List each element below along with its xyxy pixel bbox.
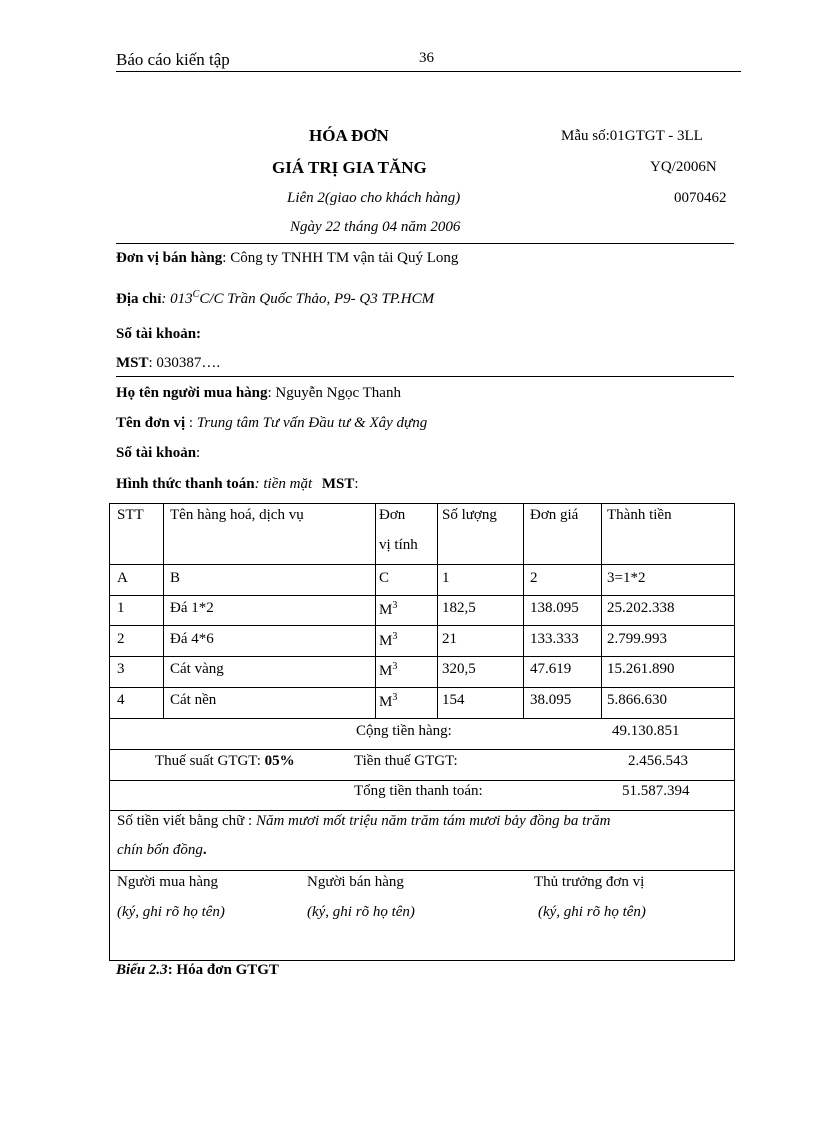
buyer-unit-sep: : <box>185 415 197 431</box>
seller-tax-label: MST <box>116 355 149 371</box>
seller-address-rest: C/C Trần Quốc Thảo, P9- Q3 TP.HCM <box>199 291 435 307</box>
buyer-account-line <box>116 445 200 462</box>
seller-address-prefix: : 013 <box>161 291 193 307</box>
caption-text: : Hóa đơn GTGT <box>167 962 279 978</box>
th-amount: Thành tiền <box>607 507 672 523</box>
cell-stt: 1 <box>117 600 125 616</box>
buyer-account-label: Số tài khoản <box>116 445 197 461</box>
row-divider <box>110 780 734 781</box>
seller-address-sup: C <box>192 289 200 300</box>
invoice-subtitle: GIÁ TRỊ GIA TĂNG <box>272 158 427 177</box>
th-price: Đơn giá <box>530 507 579 523</box>
title-rule <box>116 243 734 244</box>
sig-buyer: Người mua hàng <box>117 874 219 890</box>
idx-a: A <box>117 570 128 586</box>
row-divider <box>110 687 734 688</box>
cell-stt: 3 <box>117 661 125 677</box>
row-divider <box>110 810 734 811</box>
th-unit-2: vị tính <box>379 537 418 553</box>
cell-stt: 2 <box>117 631 125 647</box>
buyer-name-value: : Nguyễn Ngọc Thanh <box>267 385 401 401</box>
sig-seller-note: (ký, ghi rõ họ tên) <box>307 904 415 920</box>
seller-name-line <box>116 250 458 267</box>
sig-head-note: (ký, ghi rõ họ tên) <box>538 904 646 920</box>
invoice-number: 0070462 <box>674 190 727 206</box>
seller-address-label: Địa chỉ <box>116 291 162 307</box>
idx-3: 3=1*2 <box>607 570 646 586</box>
cell-qty: 182,5 <box>442 600 476 616</box>
buyer-payment-line <box>116 476 359 493</box>
row-divider <box>110 564 734 565</box>
cell-amount: 5.866.630 <box>607 692 667 708</box>
row-divider <box>110 595 734 596</box>
invoice-title: HÓA ĐƠN <box>309 126 389 145</box>
sig-head: Thủ trưởng đơn vị <box>534 874 645 890</box>
row-divider <box>110 656 734 657</box>
buyer-account-value: : <box>196 445 201 461</box>
caption-label: Biểu 2.3 <box>116 962 168 978</box>
total-label: Tổng tiền thanh toán: <box>354 783 483 799</box>
seller-name-label: Đơn vị bán hàng <box>116 250 223 266</box>
page-number: 36 <box>419 50 434 66</box>
header-rule <box>116 71 741 72</box>
seller-account-label: Số tài khoản: <box>116 326 202 342</box>
vat-rate: Thuế suất GTGT: 05% <box>155 753 295 769</box>
vat-label: Tiền thuế GTGT: <box>354 753 458 769</box>
sig-buyer-note: (ký, ghi rõ họ tên) <box>117 904 225 920</box>
th-stt: STT <box>117 507 144 523</box>
cell-qty: 21 <box>442 631 457 647</box>
invoice-series: YQ/2006N <box>650 159 717 175</box>
cell-name: Đá 1*2 <box>170 600 214 616</box>
form-number: Mẫu số:01GTGT - 3LL <box>561 128 703 144</box>
sig-seller: Người bán hàng <box>307 874 404 890</box>
buyer-payment-sep: : <box>254 476 264 492</box>
row-divider <box>110 718 734 719</box>
cell-unit: $M^3$ <box>379 631 398 649</box>
seller-address-line <box>116 289 434 308</box>
copy-note: Liên 2(giao cho khách hàng) <box>287 190 461 206</box>
cell-amount: 2.799.993 <box>607 631 667 647</box>
idx-1: 1 <box>442 570 450 586</box>
row-divider <box>110 870 734 871</box>
buyer-mst-label: MST <box>321 476 355 492</box>
idx-c: C <box>379 570 390 586</box>
idx-2: 2 <box>530 570 538 586</box>
cell-price: 133.333 <box>530 631 579 647</box>
cell-name: Cát vàng <box>170 661 224 677</box>
th-qty: Số lượng <box>442 507 497 523</box>
figure-caption <box>116 962 279 979</box>
cell-price: 47.619 <box>530 661 572 677</box>
vat-value: 2.456.543 <box>628 753 688 769</box>
subtotal-value: 49.130.851 <box>612 723 680 739</box>
buyer-mst-value: : <box>354 476 359 492</box>
cell-amount: 25.202.338 <box>607 600 675 616</box>
row-divider <box>110 625 734 626</box>
buyer-payment-label: Hình thức thanh toán <box>116 476 255 492</box>
cell-unit: $M^3$ <box>379 661 398 679</box>
seller-rule <box>116 376 734 377</box>
amount-in-words: Số tiền viết bằng chữ : Năm mươi mốt triệu năm trăm tám mươi bảy đồng ba trăm <box>117 813 611 829</box>
invoice-date: Ngày 22 tháng 04 năm 2006 <box>290 219 461 235</box>
th-unit-1: Đơn <box>379 507 406 523</box>
invoice-table <box>109 503 735 961</box>
subtotal-label: Cộng tiền hàng: <box>356 723 452 739</box>
idx-b: B <box>170 570 181 586</box>
running-header: Báo cáo kiến tập <box>116 50 230 69</box>
cell-name: Cát nền <box>170 692 217 708</box>
row-divider <box>110 749 734 750</box>
cell-unit: $M^3$ <box>379 600 398 618</box>
cell-qty: 154 <box>442 692 465 708</box>
cell-price: 38.095 <box>530 692 572 708</box>
buyer-unit-line <box>116 415 427 432</box>
seller-name-value: : Công ty TNHH TM vận tải Quý Long <box>222 250 459 266</box>
buyer-unit-label: Tên đơn vị <box>116 415 186 431</box>
cell-stt: 4 <box>117 692 125 708</box>
seller-tax-value: : 030387…. <box>148 355 221 371</box>
total-value: 51.587.394 <box>622 783 690 799</box>
amount-in-words-cont: chín bốn đồng. <box>117 842 207 858</box>
buyer-name-line <box>116 385 401 402</box>
buyer-unit-value: Trung tâm Tư vấn Đầu tư & Xây dựng <box>196 415 428 431</box>
cell-amount: 15.261.890 <box>607 661 675 677</box>
cell-name: Đá 4*6 <box>170 631 214 647</box>
cell-unit: $M^3$ <box>379 692 398 710</box>
cell-price: 138.095 <box>530 600 579 616</box>
cell-qty: 320,5 <box>442 661 476 677</box>
buyer-name-label: Họ tên người mua hàng <box>116 385 268 401</box>
seller-tax-line <box>116 355 220 372</box>
th-name: Tên hàng hoá, dịch vụ <box>170 507 304 523</box>
buyer-payment-value: tiền mặt <box>263 476 313 492</box>
